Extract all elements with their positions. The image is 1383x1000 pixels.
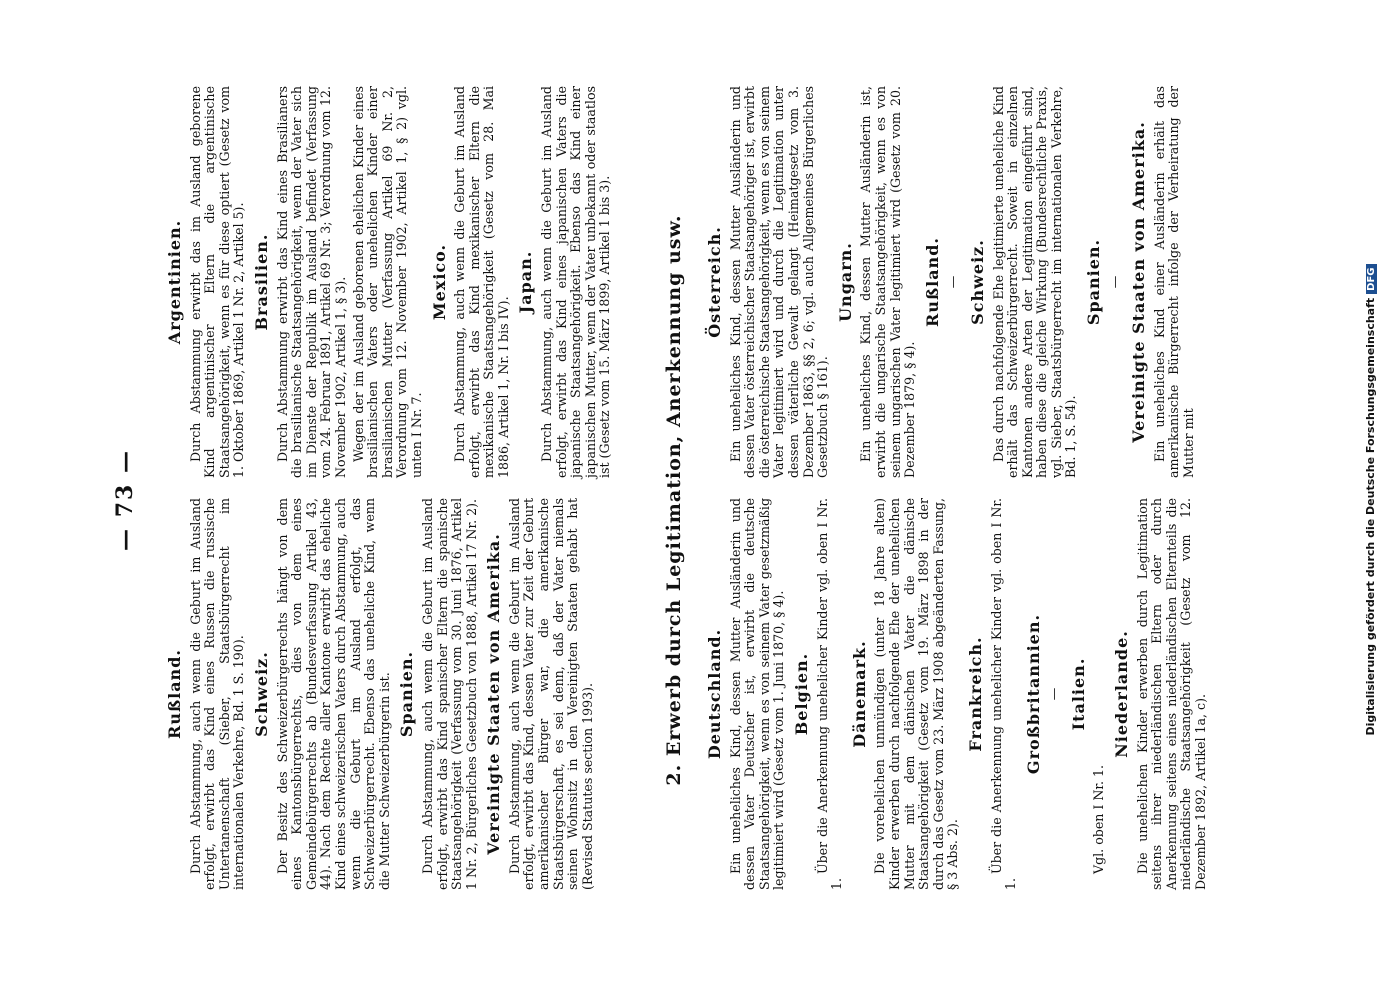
- paragraph: Durch Abstammung, auch wenn die Geburt im Ausland erfolgt, erwirbt das Kind eines Russen die russische Untertanenschaft (Sieber, Staatsbürgerrecht im internationalen Verkehre, Bd. 1 S. 190).: [187, 498, 247, 890]
- paragraph: Durch Abstammung, auch wenn die Geburt im Ausland erfolgt, erwirbt das Kind spanischer Eltern die spanische Staatsangehörigkeit (Verfassung vom 30. Juni 1876, Artikel 1 Nr. 2, Bürgerliches Gesetzbuch von 1888, Artikel 17 Nr. 2).: [419, 498, 479, 890]
- empty-entry-dash: —: [1046, 687, 1062, 701]
- paragraph: Durch Abstammung, auch wenn die Geburt im Ausland erfolgt, erwirbt das Kind mexikanischer Eltern die mexikanische Staatsangehörigkeit (Gesetz vom 28. Mai 1886, Artikel 1, Nr. I bis IV).: [452, 86, 511, 478]
- right-column-upper: [160, 86, 616, 478]
- left-column-lower: [700, 498, 1212, 890]
- country-heading: Großbritannien.: [1023, 613, 1043, 775]
- dfg-logo: DFG: [1366, 265, 1377, 294]
- country-heading: Österreich.: [705, 226, 724, 338]
- country-heading: Ungarn.: [835, 242, 855, 322]
- paragraph: Die unehelichen Kinder erwerben durch Legitimation seitens ihrer niederländischen Eltern oder durch Anerkennung seitens eines niederländischen Elternteils die niederländische Staatsangehörigkeit (Gesetz vom 12. Dezember 1892, Artikel 1a, c).: [1134, 498, 1209, 890]
- country-heading: Vereinigte Staaten von Amerika.: [1129, 121, 1149, 443]
- country-heading: Japan.: [516, 250, 536, 314]
- country-heading: Mexico.: [429, 243, 449, 321]
- country-heading: Vereinigte Staaten von Amerika.: [484, 533, 504, 855]
- country-heading: Rußland.: [922, 237, 942, 327]
- left-column-upper: [160, 498, 598, 890]
- paragraph: Ein uneheliches Kind, dessen Mutter Ausländerin und dessen Vater österreichischer Staatsangehöriger ist, erwirbt die österreichische Staatsangehörigkeit, wenn es von seinem Vater legitimiert wird und durch die Legitimation unter dessen väterliche Gewalt gelangt (Heimatgesetz vom 3. Dezember 1863, §§ 2, 6; vgl. auch Allgemeines Bürgerliches Gesetzbuch § 161).: [727, 86, 831, 478]
- country-heading: Schweiz.: [251, 651, 271, 737]
- paragraph: Ein uneheliches Kind einer Ausländerin erhält das amerikanische Bürgerrecht infolge der Verheiratung der Mutter mit: [1151, 86, 1197, 478]
- empty-entry-dash: —: [945, 275, 961, 289]
- country-heading: Frankreich.: [965, 636, 985, 752]
- country-heading: Deutschland.: [705, 628, 724, 760]
- paragraph: Ein uneheliches Kind, dessen Mutter Ausländerin ist, erwirbt die ungarische Staatsangehörigkeit, wenn es von seinem ungarischen Vater legitimiert wird (Gesetz vom 20. Dezember 1879, § 4).: [858, 86, 918, 478]
- paragraph: Durch Abstammung erwirbt das im Ausland geborene Kind argentinischer Eltern die argentinische Staatsangehörigkeit, wenn es für diese optiert (Gesetz vom 1. Oktober 1869, Artikel 1 Nr. 2, Artikel 5).: [187, 86, 247, 478]
- section-title: 2. Erwerb durch Legitimation, Anerkennung usw.: [663, 214, 685, 786]
- dfg-footer-text: Digitalisierung gefördert durch die Deutsche Forschungsgemeinschaft: [1364, 297, 1377, 736]
- country-heading: Spanien.: [397, 650, 417, 738]
- country-heading: Schweiz.: [967, 239, 987, 325]
- empty-entry-dash: —: [1106, 275, 1122, 289]
- paragraph: Durch Abstammung, auch wenn die Geburt im Ausland erfolgt, erwirbt das Kind eines japanischen Vaters die japanische Staatsangehörigkeit. Ebenso das Kind einer japanischen Mutter, wenn der Vater unbekannt oder staatlos ist (Gesetz vom 15. März 1899, Artikel 1 bis 3).: [539, 86, 613, 478]
- paragraph: Der Besitz des Schweizerbürgerrechts hängt von dem eines Kantonsbürgerrechts, dies von dem eines Gemeindebürgerrechts ab (Bundesverfassung Artikel 43, 44). Nach dem Rechte aller Kantone erwirbt das eheliche Kind eines schweizerischen Vaters durch Abstammung, auch wenn die Geburt im Ausland erfolgt, das Schweizerbürgerrecht. Ebenso das uneheliche Kind, wenn die Mutter Schweizerbürgerin ist.: [274, 498, 392, 890]
- paragraph: Durch Abstammung erwirbt das Kind eines Brasilianers die brasilianische Staatsangehörigkeit, wenn der Vater sich im Dienste der Republik im Ausland befindet (Verfassung vom 24. Februar 1891, Artikel 69 Nr. 3; Verordnung vom 12. November 1902, Artikel 1, § 3).: [274, 86, 348, 478]
- page-number-header: — 73 —: [112, 449, 138, 551]
- paragraph: Über die Anerkennung unehelicher Kinder vgl. oben I Nr. 1.: [814, 498, 845, 890]
- country-heading: Brasilien.: [251, 233, 271, 331]
- paragraph: Durch Abstammung, auch wenn die Geburt im Ausland erfolgt, erwirbt das Kind, dessen Vater zur Zeit der Geburt amerikanischer Bürger war, die amerikanische Staatsbürgerschaft, es sei denn, daß der Vater niemals seinen Wohnsitz in den Vereinigten Staaten gehabt hat (Revised Statutes section 1993).: [506, 498, 595, 890]
- paragraph: Die vorehelichen unmündigen (unter 18 Jahre alten) Kinder erwerben durch nachfolgende Ehe der unehelichen Mutter mit dem dänischen Vater die dänische Staatsangehörigkeit (Gesetz vom 19. März 1898 in der durch das Gesetz vom 23. März 1908 abgeänderten Fassung, § 3 Abs. 2).: [872, 498, 961, 890]
- paragraph: Wegen der im Ausland geborenen ehelichen Kinder eines brasilianischen Vaters oder unehelichen Kinder einer brasilianischen Mutter (Verfassung Artikel 69 Nr. 2, Verordnung vom 12. November 1902, Artikel 1, § 2) vgl. unten I Nr. 7.: [350, 86, 424, 478]
- country-heading: Belgien.: [791, 652, 811, 736]
- dfg-footer: [1364, 0, 1377, 1000]
- country-heading: Italien.: [1068, 657, 1088, 731]
- paragraph: Ein uneheliches Kind, dessen Mutter Ausländerin und dessen Vater Deutscher ist, erwirbt die deutsche Staatsangehörigkeit, wenn es von seinem Vater gesetzmäßig legitimiert wird (Gesetz vom 1. Juni 1870, § 4).: [727, 498, 787, 890]
- country-heading: Niederlande.: [1112, 630, 1132, 758]
- paragraph: Vgl. oben I Nr. 1.: [1091, 764, 1107, 874]
- paragraph: Über die Anerkennung unehelicher Kinder vgl. oben I Nr. 1.: [988, 498, 1019, 890]
- paragraph: Das durch nachfolgende Ehe legitimierte uneheliche Kind erhält das Schweizerbürgerrecht. Soweit in einzelnen Kantonen andere Arten der Legitimation eingeführt sind, haben diese die gleiche Wirkung (Bundesrechtliche Praxis, vgl. Sieber, Staatsbürgerrecht im internationalen Verkehre, Bd. 1, S. 54).: [990, 86, 1079, 478]
- country-heading: Spanien.: [1084, 238, 1104, 326]
- country-heading: Argentinien.: [165, 219, 184, 345]
- right-column-lower: [700, 86, 1200, 478]
- country-heading: Dänemark.: [849, 640, 869, 748]
- country-heading: Rußland.: [165, 649, 184, 739]
